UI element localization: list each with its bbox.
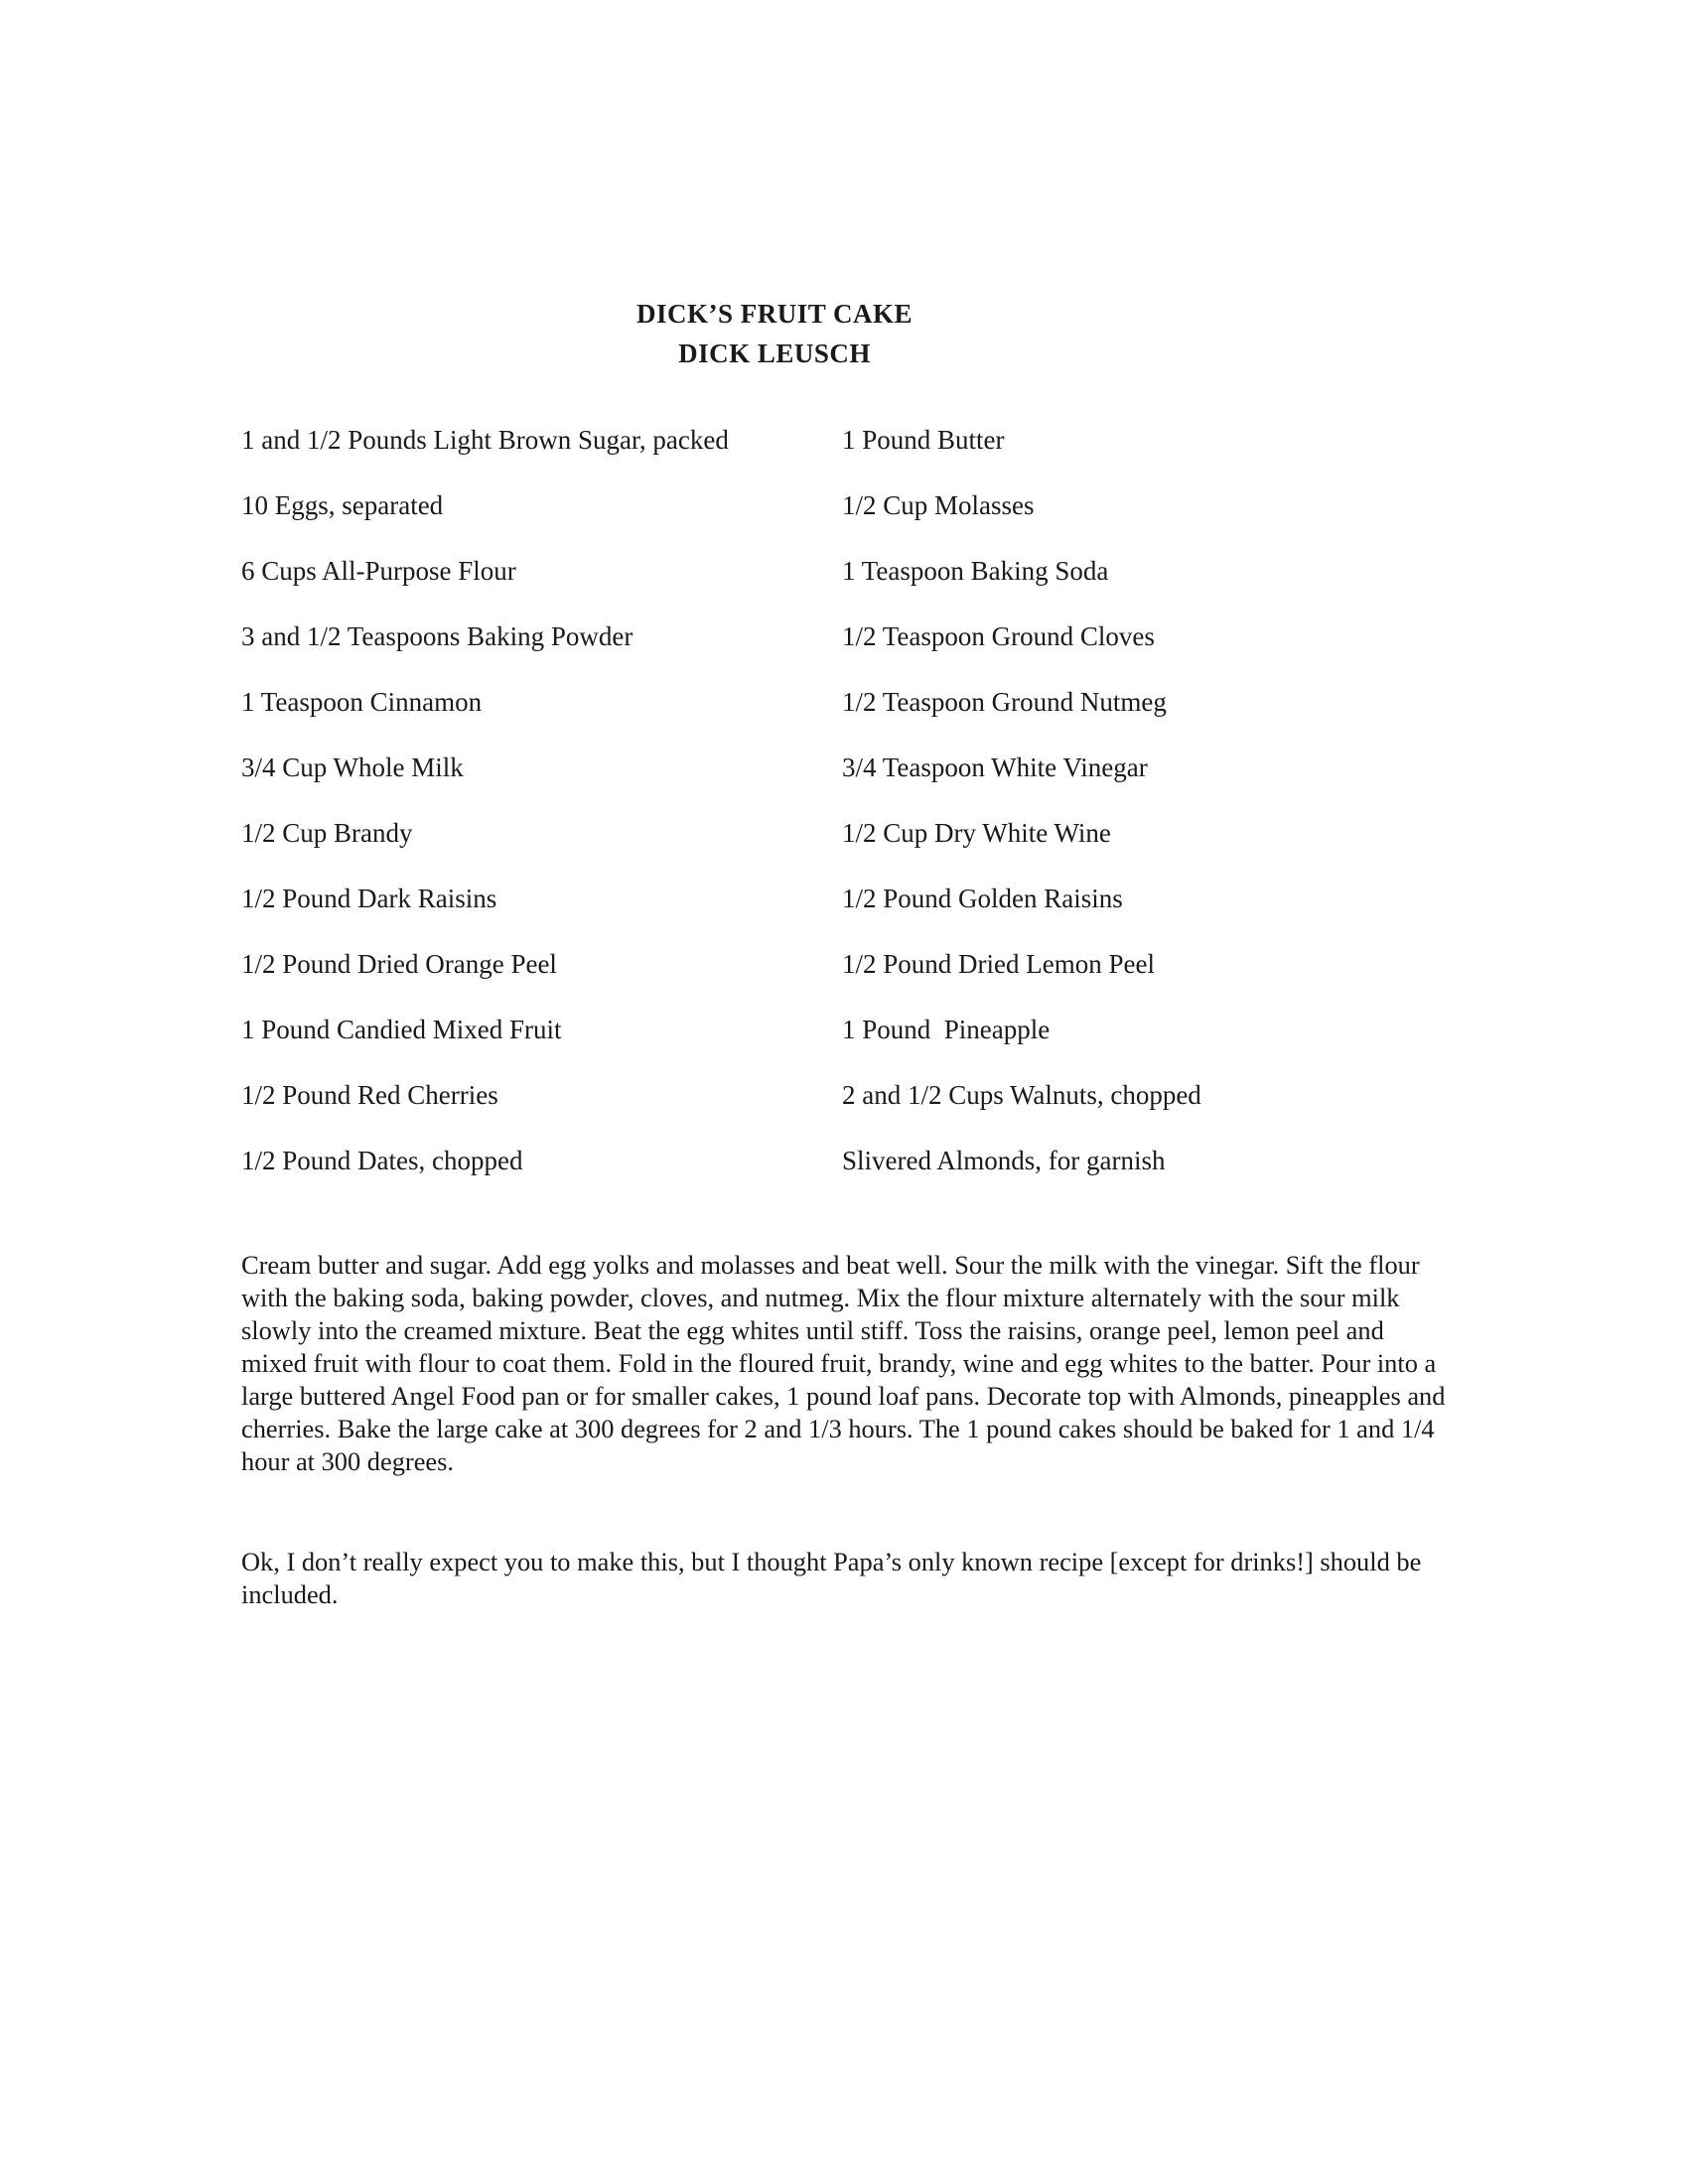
- ingredient-right: 1/2 Cup Molasses: [842, 490, 1035, 520]
- ingredient-left: 10 Eggs, separated: [241, 490, 444, 520]
- ingredient-row: [241, 1077, 1334, 1143]
- ingredient-right: 1 Pound Pineapple: [842, 1015, 1051, 1044]
- recipe-title: DICK’S FRUIT CAKE: [635, 299, 914, 329]
- ingredient-row: [241, 553, 1334, 618]
- ingredient-left: 1/2 Pound Dates, chopped: [241, 1146, 523, 1175]
- ingredient-row: [241, 422, 1334, 487]
- ingredient-right: 1/2 Pound Dried Lemon Peel: [842, 949, 1155, 979]
- ingredient-left: 1 and 1/2 Pounds Light Brown Sugar, packed: [241, 425, 729, 455]
- ingredient-row: [241, 881, 1334, 946]
- title-block: [0, 294, 1549, 373]
- ingredient-row: [241, 684, 1334, 750]
- personal-note: Ok, I don’t really expect you to make this, but I thought Papa’s only known recipe [except for drinks!] should be included.: [241, 1547, 1422, 1609]
- ingredient-left: 1/2 Cup Brandy: [241, 818, 413, 848]
- instructions-paragraph: Cream butter and sugar. Add egg yolks and molasses and beat well. Sour the milk with the vinegar. Sift the flour with the baking soda, baking powder, cloves, and nutmeg. Mix the flour mixture alternately with the sour milk slowly into the creamed mixture. Beat the egg whites until stiff. Toss the raisins, orange peel, lemon peel and mixed fruit with flour to coat them. Fold in the floured fruit, brandy, wine and egg whites to the batter. Pour into a large buttered Angel Food pan or for smaller cakes, 1 pound loaf pans. Decorate top with Almonds, pineapples and cherries. Bake the large cake at 300 degrees for 2 and 1/3 hours. The 1 pound cakes should be baked for 1 and 1/4 hour at 300 degrees.: [241, 1250, 1446, 1476]
- ingredient-row: [241, 750, 1334, 815]
- ingredient-right: Slivered Almonds, for garnish: [842, 1146, 1166, 1175]
- ingredient-right: 1/2 Teaspoon Ground Nutmeg: [842, 687, 1167, 717]
- ingredient-row: [241, 1012, 1334, 1077]
- ingredient-left: 3 and 1/2 Teaspoons Baking Powder: [241, 621, 633, 651]
- ingredient-right: 2 and 1/2 Cups Walnuts, chopped: [842, 1080, 1201, 1110]
- ingredients-list: [241, 422, 1334, 1208]
- ingredient-row: [241, 487, 1334, 553]
- ingredient-right: 1 Teaspoon Baking Soda: [842, 556, 1109, 586]
- ingredient-right: 1 Pound Butter: [842, 425, 1005, 455]
- ingredient-right: 1/2 Pound Golden Raisins: [842, 884, 1123, 913]
- ingredient-right: 3/4 Teaspoon White Vinegar: [842, 752, 1148, 782]
- ingredient-left: 1 Teaspoon Cinnamon: [241, 687, 483, 717]
- ingredient-row: [241, 946, 1334, 1012]
- ingredient-row: [241, 815, 1334, 881]
- ingredient-left: 1 Pound Candied Mixed Fruit: [241, 1015, 562, 1044]
- ingredient-left: 1/2 Pound Dark Raisins: [241, 884, 497, 913]
- ingredient-right: 1/2 Cup Dry White Wine: [842, 818, 1111, 848]
- recipe-author: DICK LEUSCH: [678, 339, 871, 368]
- ingredient-right: 1/2 Teaspoon Ground Cloves: [842, 621, 1155, 651]
- ingredient-row: [241, 1143, 1334, 1208]
- ingredient-left: 1/2 Pound Red Cherries: [241, 1080, 498, 1110]
- ingredient-row: [241, 618, 1334, 684]
- ingredient-left: 6 Cups All-Purpose Flour: [241, 556, 516, 586]
- ingredient-left: 1/2 Pound Dried Orange Peel: [241, 949, 557, 979]
- ingredient-left: 3/4 Cup Whole Milk: [241, 752, 464, 782]
